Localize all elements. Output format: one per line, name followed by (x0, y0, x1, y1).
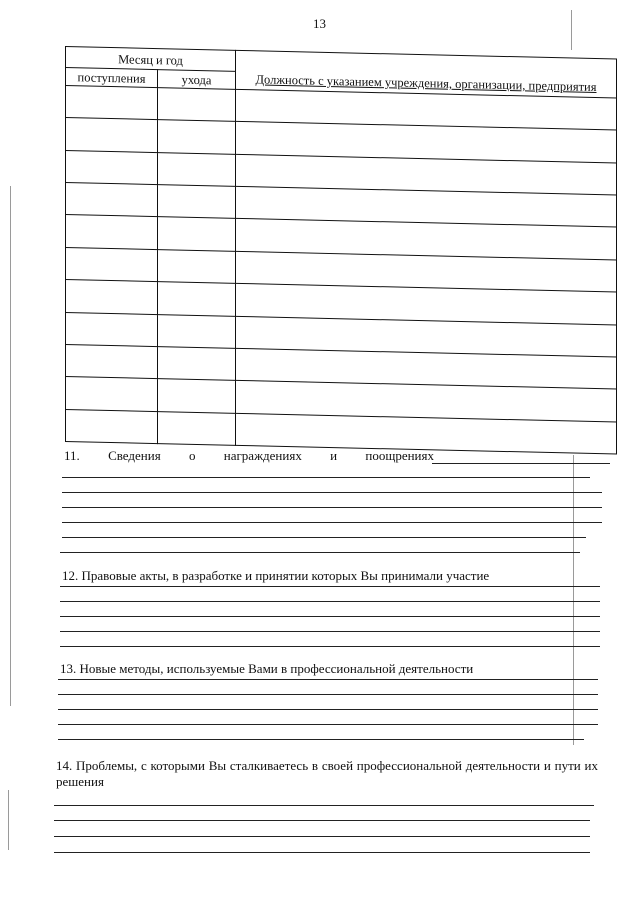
end-date-cell[interactable] (158, 120, 236, 154)
end-date-cell[interactable] (158, 152, 236, 186)
start-date-cell[interactable] (66, 377, 158, 411)
q13-answer-line[interactable] (58, 724, 598, 725)
q11-word: поощрениях (365, 448, 434, 463)
header-position: Должность с указанием учреждения, организации, предприятия (236, 50, 617, 98)
start-date-cell[interactable] (66, 247, 158, 281)
end-date-cell[interactable] (158, 346, 236, 380)
start-date-cell[interactable] (66, 409, 158, 443)
q12-answer-line[interactable] (60, 601, 600, 602)
question-13-new-methods: 13. Новые методы, используемые Вами в профессиональной деятельности (60, 661, 474, 676)
start-date-cell[interactable] (66, 150, 158, 184)
question-11-awards (64, 448, 434, 464)
employment-history-table (65, 46, 617, 455)
q11-word: награждениях (223, 448, 302, 463)
end-date-cell[interactable] (158, 88, 236, 122)
q11-word: о (188, 448, 196, 463)
start-date-cell[interactable] (66, 344, 158, 378)
q11-word: и (330, 448, 338, 463)
start-date-cell[interactable] (66, 183, 158, 217)
scan-margin-line-right-lower (573, 455, 574, 745)
q12-answer-line[interactable] (60, 586, 600, 587)
q11-word: Сведения (108, 448, 161, 463)
q11-answer-line[interactable] (60, 552, 580, 553)
page-number: 13 (313, 16, 326, 31)
q12-answer-line[interactable] (60, 616, 600, 617)
q14-answer-line[interactable] (54, 805, 594, 806)
q11-answer-line[interactable] (62, 507, 602, 508)
end-date-cell[interactable] (158, 379, 236, 413)
q11-answer-line[interactable] (62, 477, 590, 478)
question-14-problems: 14. Проблемы, с которыми Вы сталкиваетесь в своей профессиональной деятельности и пути их решения (56, 758, 598, 789)
start-date-cell[interactable] (66, 312, 158, 346)
q13-answer-line[interactable] (58, 709, 598, 710)
header-end: ухода (158, 70, 236, 90)
q11-answer-line[interactable] (62, 537, 586, 538)
scan-margin-line-left (10, 186, 11, 706)
end-date-cell[interactable] (158, 314, 236, 348)
q13-answer-line[interactable] (58, 739, 584, 740)
end-date-cell[interactable] (158, 282, 236, 316)
q14-answer-line[interactable] (54, 836, 590, 837)
q14-answer-line[interactable] (54, 820, 590, 821)
scan-margin-line-left-bottom (8, 790, 9, 850)
end-date-cell[interactable] (158, 185, 236, 219)
question-12-legal-acts: 12. Правовые акты, в разработке и принятии которых Вы принимали участие (62, 568, 490, 583)
end-date-cell[interactable] (158, 217, 236, 251)
q11-answer-line[interactable] (62, 522, 602, 523)
q14-answer-line[interactable] (54, 852, 590, 853)
start-date-cell[interactable] (66, 215, 158, 249)
scan-margin-line-right (571, 10, 572, 50)
q11-answer-line-inline[interactable] (432, 463, 610, 464)
q13-answer-line[interactable] (58, 679, 598, 680)
end-date-cell[interactable] (158, 249, 236, 283)
q11-number: 11. (64, 448, 80, 463)
q13-answer-line[interactable] (58, 694, 598, 695)
start-date-cell[interactable] (66, 86, 158, 120)
start-date-cell[interactable] (66, 118, 158, 152)
end-date-cell[interactable] (158, 411, 236, 445)
q11-answer-line[interactable] (62, 492, 602, 493)
header-start: поступления (66, 68, 158, 88)
start-date-cell[interactable] (66, 280, 158, 314)
q12-answer-line[interactable] (60, 646, 600, 647)
q12-answer-line[interactable] (60, 631, 600, 632)
header-month-year: Месяц и год (66, 47, 236, 72)
